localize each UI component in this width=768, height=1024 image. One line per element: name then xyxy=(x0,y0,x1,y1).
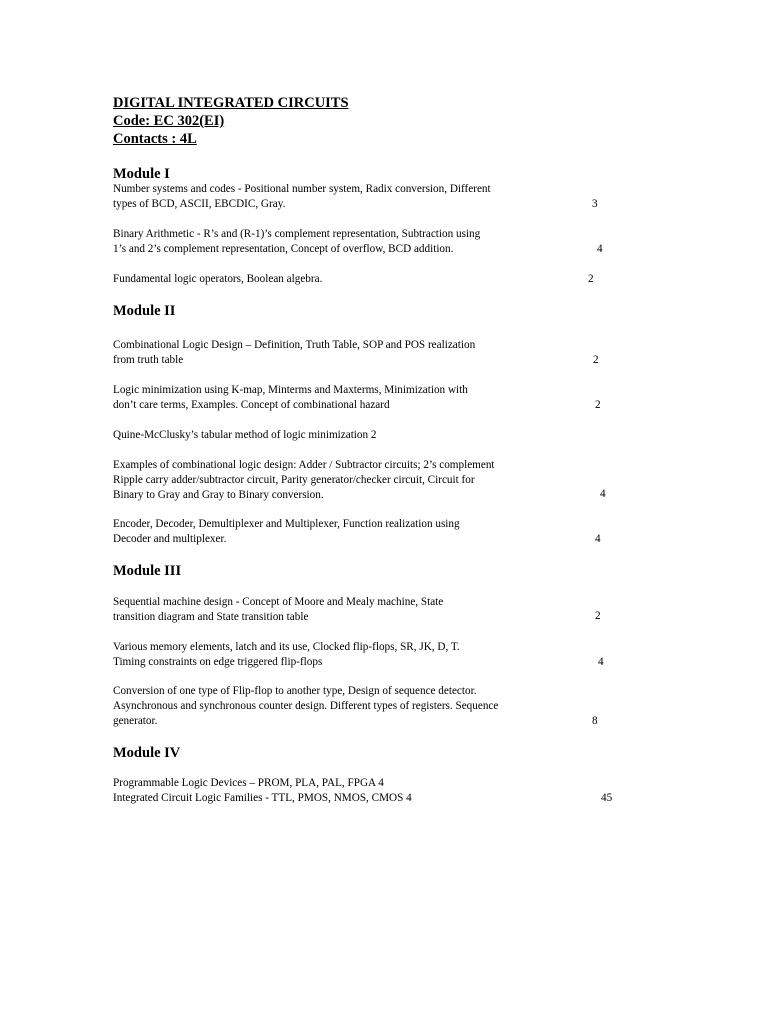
topic-line: Decoder and multiplexer. xyxy=(113,533,227,545)
topic-line: Various memory elements, latch and its use, Clocked flip-flops, SR, JK, D, T. xyxy=(113,641,460,653)
topic-item xyxy=(113,776,633,806)
topic-line: Programmable Logic Devices – PROM, PLA, PAL, FPGA 4 xyxy=(113,777,384,789)
topic-line: Integrated Circuit Logic Families - TTL, PMOS, NMOS, CMOS 4 xyxy=(113,792,412,804)
topic-line: don’t care terms, Examples. Concept of combinational hazard xyxy=(113,399,390,411)
topic-line: Ripple carry adder/subtractor circuit, Parity generator/checker circuit, Circuit for xyxy=(113,474,475,486)
lecture-hours: 8 xyxy=(592,715,598,727)
module-heading: Module II xyxy=(113,303,176,319)
lecture-hours: 4 xyxy=(598,656,604,668)
topic-item xyxy=(113,640,633,670)
topic-item xyxy=(113,227,633,257)
lecture-hours: 2 xyxy=(595,610,601,622)
total-hours: 45 xyxy=(601,792,613,804)
topic-line: Combinational Logic Design – Definition, Truth Table, SOP and POS realization xyxy=(113,339,476,351)
topic-item xyxy=(113,595,633,625)
lecture-hours: 4 xyxy=(595,533,601,545)
module-heading: Module III xyxy=(113,563,182,579)
topic-line: Examples of combinational logic design: Adder / Subtractor circuits; 2’s complement xyxy=(113,459,495,471)
topic-line: transition diagram and State transition table xyxy=(113,611,309,623)
topic-line: Binary Arithmetic - R’s and (R-1)’s complement representation, Subtraction using xyxy=(113,228,481,240)
module-heading: Module IV xyxy=(113,745,181,761)
lecture-hours: 4 xyxy=(597,243,603,255)
course-contacts: Contacts : 4L xyxy=(113,131,197,147)
course-title: DIGITAL INTEGRATED CIRCUITS xyxy=(113,95,349,111)
topic-line: Number systems and codes - Positional number system, Radix conversion, Different xyxy=(113,183,491,195)
topic-item xyxy=(113,182,633,212)
topic-item xyxy=(113,517,633,547)
topic-line: Encoder, Decoder, Demultiplexer and Multiplexer, Function realization using xyxy=(113,518,460,530)
topic-line: Quine-McClusky’s tabular method of logic minimization 2 xyxy=(113,429,377,441)
lecture-hours: 4 xyxy=(600,488,606,500)
topic-line: Sequential machine design - Concept of Moore and Mealy machine, State xyxy=(113,596,444,608)
topic-line: types of BCD, ASCII, EBCDIC, Gray. xyxy=(113,198,286,210)
topic-line: Asynchronous and synchronous counter design. Different types of registers. Sequence xyxy=(113,700,499,712)
lecture-hours: 2 xyxy=(588,273,594,285)
topic-line: Binary to Gray and Gray to Binary conversion. xyxy=(113,489,324,501)
topic-item xyxy=(113,684,633,729)
topic-item xyxy=(113,383,633,413)
topic-line: 1’s and 2’s complement representation, Concept of overflow, BCD addition. xyxy=(113,243,454,255)
lecture-hours: 2 xyxy=(595,399,601,411)
topic-item xyxy=(113,458,633,503)
topic-line: Logic minimization using K-map, Minterms and Maxterms, Minimization with xyxy=(113,384,468,396)
topic-item xyxy=(113,338,633,368)
topic-line: Fundamental logic operators, Boolean algebra. xyxy=(113,273,323,285)
topic-line: from truth table xyxy=(113,354,184,366)
topic-line: generator. xyxy=(113,715,158,727)
course-code: Code: EC 302(EI) xyxy=(113,113,225,129)
module-heading: Module I xyxy=(113,166,170,182)
topic-line: Timing constraints on edge triggered flip-flops xyxy=(113,656,323,668)
topic-item xyxy=(113,428,633,443)
topic-line: Conversion of one type of Flip-flop to another type, Design of sequence detector. xyxy=(113,685,477,697)
lecture-hours: 3 xyxy=(592,198,598,210)
topic-item xyxy=(113,272,633,287)
lecture-hours: 2 xyxy=(593,354,599,366)
